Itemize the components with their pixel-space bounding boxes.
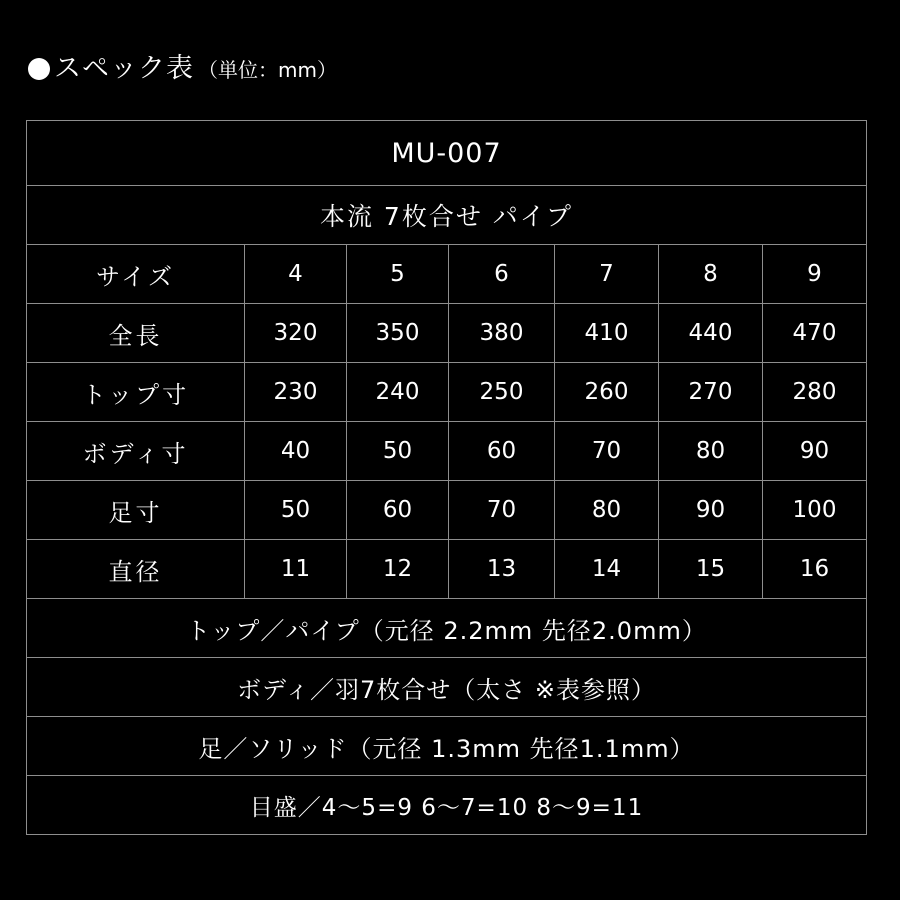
model-name: MU-007 [27,121,867,186]
table-cell: 15 [659,540,763,599]
table-cell: 80 [555,481,659,540]
row-label: トップ寸 [27,363,245,422]
table-cell: 230 [245,363,347,422]
table-cell: 50 [347,422,449,481]
table-row-subtitle [27,186,867,245]
table-row-note [27,599,867,658]
table-cell: 100 [763,481,867,540]
table-cell: 350 [347,304,449,363]
product-subtitle: 本流 7枚合せ パイプ [27,186,867,245]
table-cell: 9 [763,245,867,304]
table-row [27,422,867,481]
table-cell: 70 [555,422,659,481]
table-cell: 240 [347,363,449,422]
filled-circle-icon [28,58,50,80]
table-cell: 380 [449,304,555,363]
spec-note: ボディ／羽7枚合せ（太さ ※表参照） [27,658,867,717]
spec-note: 足／ソリッド（元径 1.3mm 先径1.1mm） [27,717,867,776]
table-cell: 8 [659,245,763,304]
spec-table [26,120,867,835]
page-title-text: スペック表 [54,53,194,84]
table-cell: 60 [449,422,555,481]
page-title-unit-note: （単位：mm） [198,58,337,82]
table-cell: 250 [449,363,555,422]
table-cell: 16 [763,540,867,599]
table-row [27,540,867,599]
spec-note: 目盛／4〜5=9 6〜7=10 8〜9=11 [27,776,867,835]
table-cell: 80 [659,422,763,481]
table-cell: 7 [555,245,659,304]
table-cell: 440 [659,304,763,363]
table-cell: 260 [555,363,659,422]
table-row [27,363,867,422]
table-cell: 60 [347,481,449,540]
table-cell: 90 [659,481,763,540]
table-cell: 12 [347,540,449,599]
table-row-note [27,776,867,835]
table-row [27,481,867,540]
table-cell: 70 [449,481,555,540]
table-cell: 4 [245,245,347,304]
table-cell: 320 [245,304,347,363]
table-cell: 11 [245,540,347,599]
table-row-model [27,121,867,186]
row-label: サイズ [27,245,245,304]
table-cell: 5 [347,245,449,304]
row-label: 直径 [27,540,245,599]
table-row-note [27,717,867,776]
row-label: ボディ寸 [27,422,245,481]
table-cell: 40 [245,422,347,481]
table-cell: 470 [763,304,867,363]
page-title [28,46,337,85]
row-label: 足寸 [27,481,245,540]
table-row [27,304,867,363]
table-cell: 6 [449,245,555,304]
table-cell: 410 [555,304,659,363]
table-row-note [27,658,867,717]
table-cell: 14 [555,540,659,599]
table-cell: 270 [659,363,763,422]
spec-note: トップ／パイプ（元径 2.2mm 先径2.0mm） [27,599,867,658]
table-cell: 50 [245,481,347,540]
table-cell: 280 [763,363,867,422]
table-cell: 90 [763,422,867,481]
table-row [27,245,867,304]
table-cell: 13 [449,540,555,599]
row-label: 全長 [27,304,245,363]
